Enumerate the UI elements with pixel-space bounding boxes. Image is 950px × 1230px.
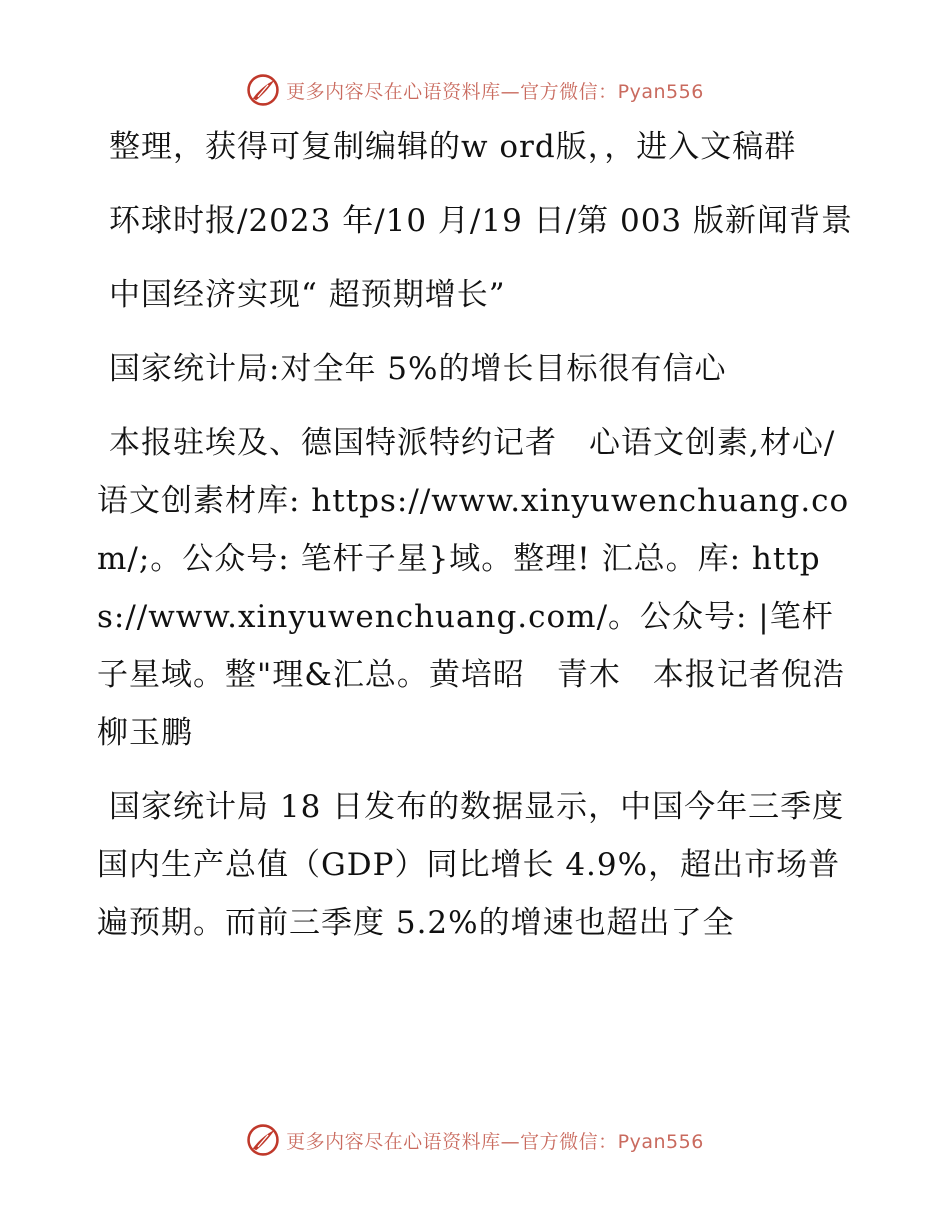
paragraph-body: 国家统计局 18 日发布的数据显示，中国今年三季度国内生产总值（GDP）同比增长 4.9%，超出市场普遍预期。而前三季度 5.2%的增速也超出了全 — [97, 789, 845, 941]
paragraph-subheadline: 国家统计局:对全年 5%的增长目标很有信心 — [109, 351, 727, 387]
paragraph-intro: 整理，获得可复制编辑的w ord版，，进入文稿群 — [109, 129, 797, 165]
banner-text: 更多内容尽在心语资料库—官方微信：Pyan556 — [286, 80, 704, 103]
banner-text: 更多内容尽在心语资料库—官方微信：Pyan556 — [286, 1130, 704, 1153]
paragraph-byline: 本报驻埃及、德国特派特约记者 心语文创素,材心/语文创素材库: https://www.xinyuwenchuang.com/;。公众号: 笔杆子星}域。整理! 汇总。库: https://www.xinyuwenchuang.com/。公众号: |笔杆子星域。整"理&汇总。黄培昭 青木 本报记者倪浩 柳玉鹏 — [97, 425, 877, 751]
quill-pen-logo-icon — [246, 73, 280, 107]
header-banner — [0, 70, 950, 110]
quill-pen-logo-icon — [246, 1123, 280, 1157]
footer-banner — [0, 1120, 950, 1160]
paragraph-headline: 中国经济实现“ 超预期增长” — [109, 277, 506, 313]
paragraph-source-line: 环球时报/2023 年/10 月/19 日/第 003 版新闻背景 — [109, 203, 854, 239]
document-body — [97, 118, 877, 968]
